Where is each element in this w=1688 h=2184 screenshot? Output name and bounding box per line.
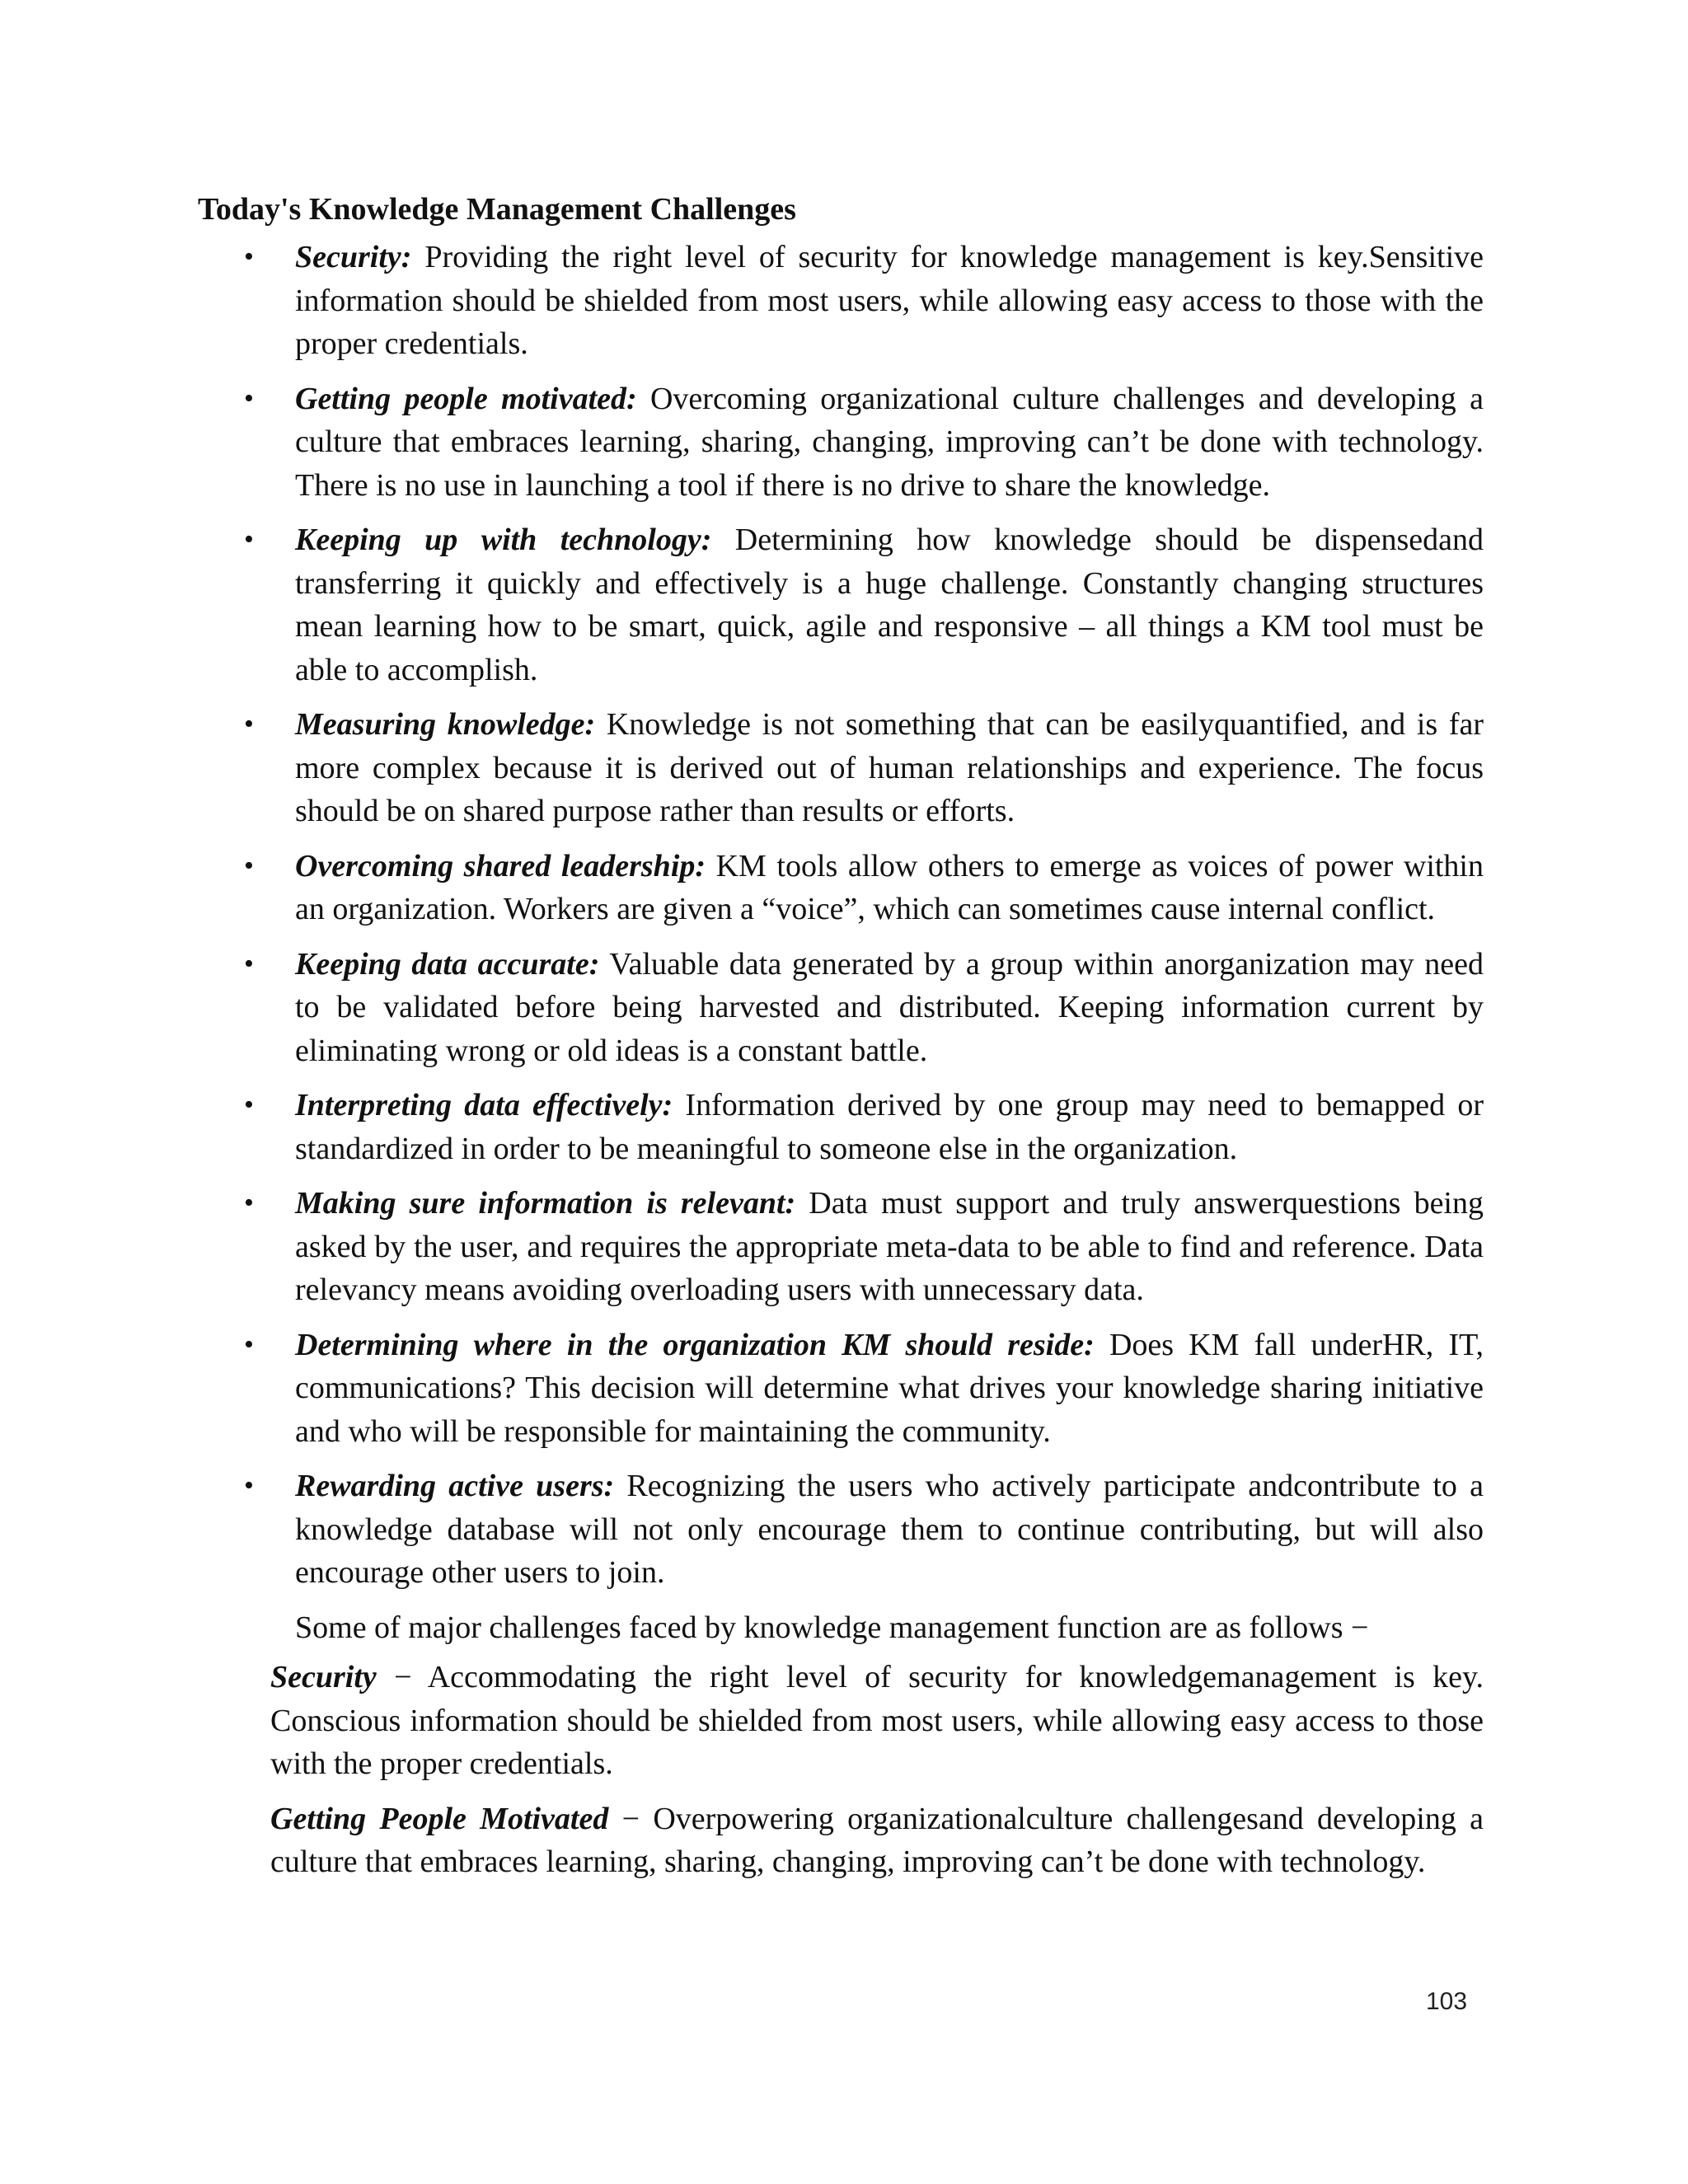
- challenge-text: Does KM fall underHR, IT, communications? This decision will determine what drives your knowledge sharing initiative and who will be responsible for maintaining the community.: [295, 1327, 1484, 1449]
- paragraph-text: − Accommodating the right level of security for knowledgemanagement is key. Conscious information should be shielded from most users, while allowing easy access to those with the proper credentials.: [270, 1660, 1484, 1781]
- challenge-text: Determining how knowledge should be dispensedand transferring it quickly and effectively is a huge challenge. Constantly changing structures mean learning how to be smart, quick, agile and responsive – all things a KM tool must be able to accomplish.: [295, 523, 1484, 687]
- list-item: [244, 1324, 1484, 1454]
- section-heading: Today's Knowledge Management Challenges: [198, 192, 796, 227]
- challenge-list: [198, 236, 1484, 1595]
- paragraph-term: Getting People Motivated: [270, 1801, 609, 1836]
- challenge-term: Keeping data accurate:: [295, 946, 600, 982]
- body-paragraph: [270, 1797, 1484, 1884]
- list-item: [244, 703, 1484, 833]
- challenge-term: Determining where in the organization KM should reside:: [295, 1327, 1095, 1362]
- list-item: [244, 1182, 1484, 1312]
- bullet-icon: •: [244, 1188, 254, 1218]
- challenge-term: Making sure information is relevant:: [295, 1186, 796, 1221]
- list-item: [244, 236, 1484, 366]
- body-paragraph: [270, 1656, 1484, 1786]
- list-item: [244, 1084, 1484, 1170]
- list-item: [244, 518, 1484, 691]
- bullet-icon: •: [244, 1470, 254, 1501]
- bullet-icon: •: [244, 948, 254, 979]
- challenge-text: KM tools allow others to emerge as voices of power within an organization. Workers are given a “voice”, which can sometimes cause internal conflict.: [295, 848, 1484, 926]
- bullet-icon: •: [244, 241, 254, 272]
- challenge-term: Keeping up with technology:: [295, 523, 712, 557]
- challenge-term: Getting people motivated:: [295, 381, 637, 416]
- list-item: [244, 1465, 1484, 1595]
- challenge-text: Providing the right level of security for knowledge management is key.Sensitive information should be shielded from most users, while allowing easy access to those with the proper credentials.: [295, 240, 1484, 361]
- list-item: [244, 943, 1484, 1073]
- challenge-text: Overcoming organizational culture challenges and developing a culture that embraces learning, sharing, changing, improving can’t be done with technology. There is no use in launching a tool if there is no drive to share the knowledge.: [295, 381, 1484, 503]
- challenge-term: Measuring knowledge:: [295, 707, 596, 742]
- challenge-text: Information derived by one group may need to bemapped or standardized in order to be meaningful to someone else in the organization.: [295, 1088, 1484, 1166]
- bullet-icon: •: [244, 850, 254, 881]
- bullet-icon: •: [244, 1090, 254, 1120]
- challenge-term: Rewarding active users:: [295, 1469, 615, 1503]
- page-number: 103: [1426, 1988, 1468, 2015]
- challenge-text: Valuable data generated by a group within anorganization may need to be validated before being harvested and distributed. Keeping information current by eliminating wrong or old ideas is a constant battle.: [295, 946, 1484, 1068]
- document-page: [198, 188, 1484, 1896]
- challenge-term: Security:: [295, 240, 412, 274]
- intro-paragraph: Some of major challenges faced by knowledge management function are as follows −: [295, 1610, 1369, 1645]
- paragraph-term: Security: [270, 1660, 377, 1694]
- bullet-icon: •: [244, 1329, 254, 1360]
- bullet-icon: •: [244, 382, 254, 414]
- bullet-icon: •: [244, 709, 254, 739]
- list-item: [244, 845, 1484, 931]
- challenge-term: Overcoming shared leadership:: [295, 848, 706, 883]
- challenge-text: Data must support and truly answerquestions being asked by the user, and requires the appropriate meta-data to be able to find and reference. Data relevancy means avoiding overloading users with unnecessary data.: [295, 1186, 1484, 1307]
- bullet-icon: •: [244, 524, 254, 555]
- list-item: [244, 377, 1484, 508]
- challenge-term: Interpreting data effectively:: [295, 1088, 673, 1122]
- paragraph-text: − Overpowering organizationalculture challengesand developing a culture that embraces learning, sharing, changing, improving can’t be done with technology.: [270, 1801, 1484, 1879]
- challenge-text: Knowledge is not something that can be easilyquantified, and is far more complex because it is derived out of human relationships and experience. The focus should be on shared purpose rather than results or efforts.: [295, 707, 1484, 828]
- challenge-text: Recognizing the users who actively participate andcontribute to a knowledge database will not only encourage them to continue contributing, but will also encourage other users to join.: [295, 1469, 1484, 1590]
